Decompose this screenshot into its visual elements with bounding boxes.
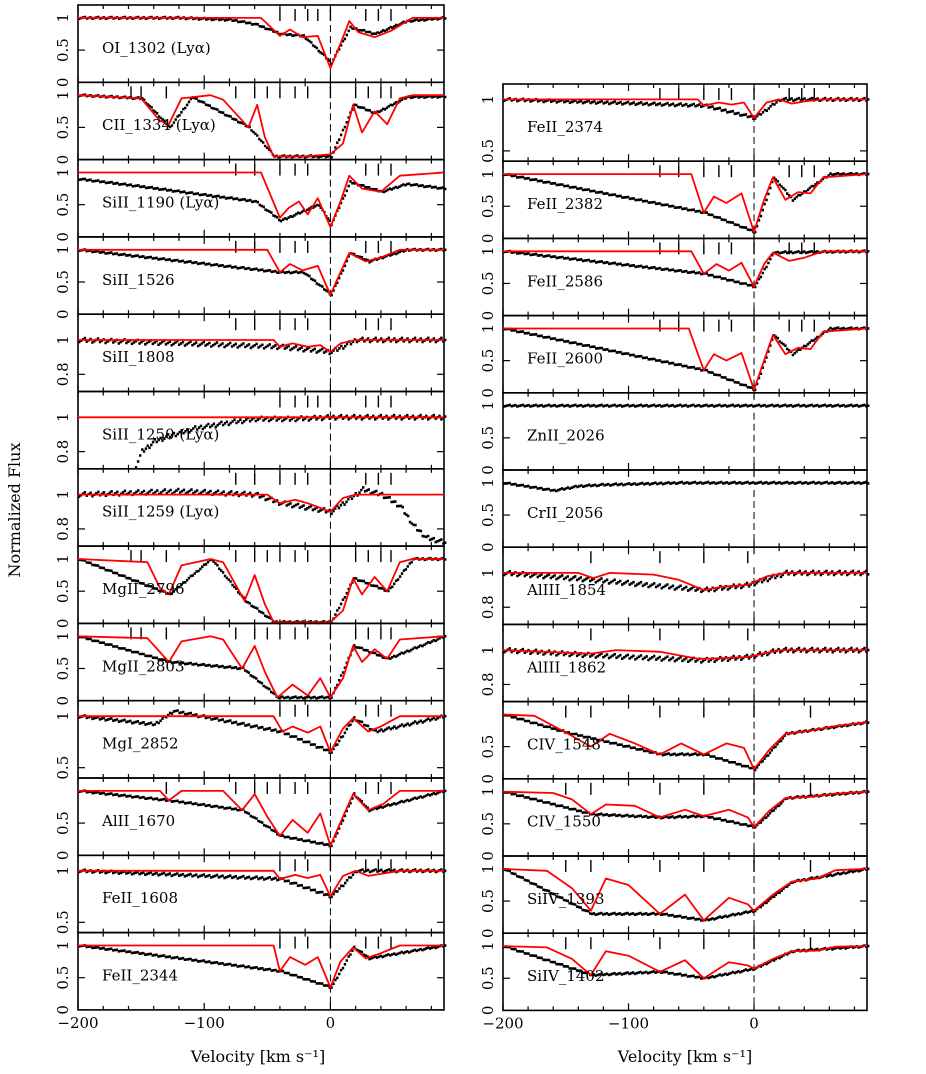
ion-label: CIV_1550 [527,812,601,831]
x-tick-label: −100 [607,1014,650,1033]
ion-label: FeII_2344 [102,966,178,985]
ion-label: MgI_2852 [102,734,179,753]
panel-siii-1526 [54,237,446,319]
y-tick-label: 0.5 [54,270,72,294]
ion-label: AlIII_1862 [527,658,607,677]
y-tick-label: 0.5 [479,348,497,373]
y-tick-label: 0.5 [54,811,72,836]
y-axis-title: Normalized Flux [5,442,24,578]
ion-label: SiII_1259 (Lyα) [102,502,220,521]
x-axis-title-left: Velocity [km s⁻¹] [190,1047,326,1066]
y-tick-label: 0.5 [54,656,72,681]
panel-aliii-1854 [479,547,869,624]
y-tick-label: 0 [479,774,497,784]
y-tick-label: 0.8 [479,595,497,620]
y-tick-label: 0.8 [54,516,72,541]
y-tick-label: 1 [54,865,72,876]
panel-oi-1302-ly- [54,5,446,87]
ion-label: FeII_2374 [527,117,603,136]
ion-label: CrII_2056 [527,503,604,522]
panel-znii-2026 [479,393,869,475]
x-tick-label: −200 [57,1013,99,1032]
y-tick-label: 1 [54,711,72,721]
y-tick-label: 0.5 [479,734,497,759]
x-tick-label: −100 [183,1013,225,1032]
panel-aliii-1862 [479,624,869,701]
ion-label: SiII_1190 (Lyα) [102,193,220,212]
y-tick-label: 1 [479,478,497,488]
y-tick-label: 0 [479,388,497,398]
x-tick-label: 0 [749,1014,759,1033]
panel-feii-2600 [479,316,869,398]
panel-civ-1548 [479,702,869,784]
y-tick-label: 1 [54,554,72,564]
observed-spectrum [503,405,869,407]
panels-layer [54,5,869,1032]
y-tick-label: 1 [479,941,497,951]
panel-siii-1250-ly- [54,392,446,469]
x-tick-label: −200 [482,1014,524,1033]
y-tick-label: 1 [54,412,72,423]
y-tick-label: 1 [54,489,72,500]
y-tick-label: 0.8 [54,362,72,387]
y-tick-label: 1 [479,786,497,797]
y-tick-label: 1 [479,246,497,257]
y-tick-label: 1 [479,864,497,874]
panel-mgi-2852 [54,701,446,780]
y-tick-label: 0 [479,1005,497,1016]
panel-alii-1670 [54,778,446,860]
ion-label: SiII_1250 (Lyα) [102,425,220,444]
y-tick-label: 0.8 [479,672,497,697]
y-tick-label: 0.5 [479,194,497,219]
panel-cii-1334-ly- [54,82,446,164]
panel-feii-2344 [54,933,446,1015]
y-tick-label: 0.5 [54,579,72,604]
y-tick-label: 0.8 [54,439,72,464]
panel-feii-2382 [479,161,869,243]
panel-siii-1190-ly- [54,160,446,242]
y-tick-label: 0 [54,77,72,88]
y-tick-label: 0 [479,310,497,321]
ion-label: AlII_1670 [102,811,176,830]
y-tick-label: 0.5 [54,965,72,990]
y-tick-label: 0.5 [479,271,497,296]
y-tick-label: 0.5 [54,115,72,140]
panel-siii-1259-ly- [54,469,446,546]
ion-label: FeII_2600 [527,349,603,368]
panel-crii-2056 [479,470,869,552]
observed-spectrum [503,98,869,119]
ion-label: SiIV_1393 [527,889,605,908]
y-tick-label: 0.5 [54,755,72,780]
y-tick-label: 0.5 [54,192,72,217]
panel-feii-1608 [54,855,446,934]
y-tick-label: 0 [479,233,497,244]
y-tick-label: 1 [479,94,497,105]
y-tick-label: 1 [54,631,72,642]
panel-civ-1550 [479,779,869,861]
y-tick-label: 1 [54,167,72,178]
y-tick-label: 0 [54,618,72,629]
observed-spectrum [503,482,869,491]
y-tick-label: 1 [479,169,497,179]
y-tick-label: 0 [479,465,497,475]
y-tick-label: 0 [54,1005,72,1015]
y-tick-label: 0.5 [479,889,497,913]
ion-label: SiII_1526 [102,270,175,289]
y-tick-label: 0.5 [479,138,497,163]
ion-label: CII_1334 (Lyα) [102,116,216,135]
panel-siiv-1393 [479,856,869,938]
y-tick-label: 1 [479,645,497,655]
y-tick-label: 0 [54,232,72,242]
y-tick-label: 1 [54,13,72,23]
ion-label: AlIII_1854 [527,581,607,600]
y-tick-label: 0 [54,309,72,319]
y-tick-label: 0 [479,928,497,938]
panel-feii-2374 [479,84,869,163]
y-tick-label: 0 [479,542,497,552]
y-tick-label: 1 [479,323,497,334]
y-tick-label: 1 [54,245,72,255]
panel-siiv-1402 [479,933,869,1015]
y-tick-label: 0.5 [479,966,497,991]
y-tick-label: 1 [54,940,72,951]
ion-label: CIV_1548 [527,735,601,754]
y-tick-label: 0 [54,850,72,861]
panel-feii-2586 [479,238,869,320]
y-tick-label: 1 [54,335,72,345]
y-tick-label: 1 [479,568,497,578]
y-tick-label: 0 [479,851,497,861]
ion-label: MgII_2803 [102,657,185,676]
y-tick-label: 1 [54,90,72,100]
ion-label: OI_1302 (Lyα) [102,38,211,57]
panel-mgii-2803 [54,623,446,705]
y-tick-label: 0 [54,695,72,706]
panel-siii-1808 [54,314,446,391]
ion-label: MgII_2796 [102,580,185,599]
y-tick-label: 0.5 [479,503,497,527]
y-tick-label: 0.5 [479,425,497,450]
ion-label: SiIV_1402 [527,967,605,986]
y-tick-label: 0.5 [54,38,72,63]
ion-label: FeII_2586 [527,272,603,291]
ion-label: FeII_2382 [527,195,603,214]
y-tick-label: 0 [54,154,72,165]
x-axis-title-right: Velocity [km s⁻¹] [617,1047,753,1066]
x-tick-label: 0 [325,1013,336,1032]
y-tick-label: 0.5 [54,910,72,935]
ion-label: SiII_1808 [102,348,175,367]
ion-label: ZnII_2026 [527,426,605,445]
ion-label: FeII_1608 [102,889,178,908]
y-tick-label: 1 [479,400,497,411]
panel-mgii-2796 [54,546,446,628]
y-tick-label: 0.5 [479,811,497,836]
